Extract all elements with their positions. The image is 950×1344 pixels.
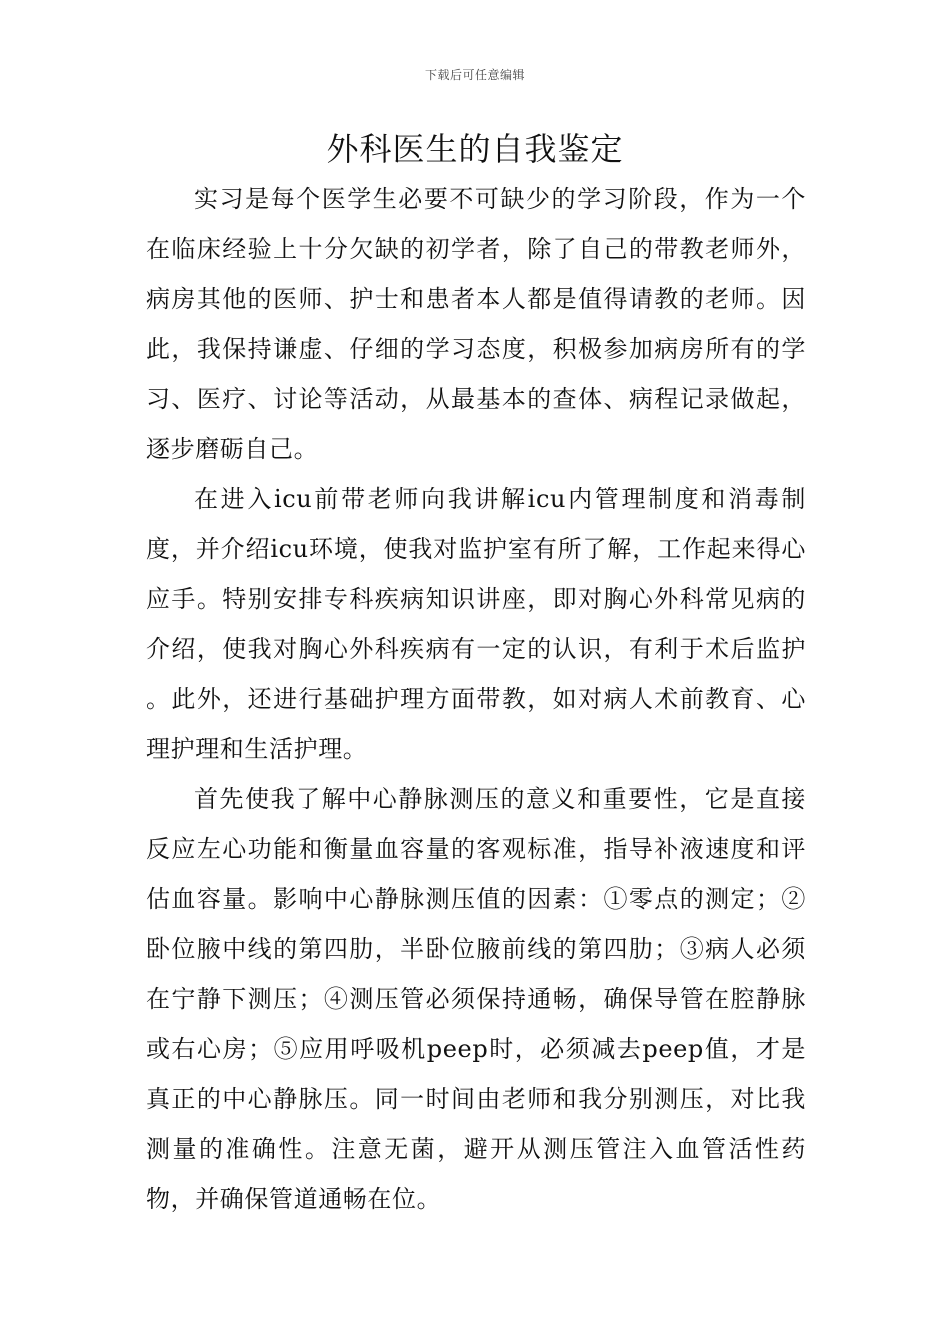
document-body xyxy=(146,174,806,1224)
paragraph-3: 首先使我了解中心静脉测压的意义和重要性，它是直接反应左心功能和衡量血容量的客观标准，指导补液速度和评估血容量。影响中心静脉测压值的因素：①零点的测定；②卧位腋中线的第四肋，半卧位腋前线的第四肋；③病人必须在宁静下测压；④测压管必须保持通畅，确保导管在腔静脉或右心房；⑤应用呼吸机peep时，必须减去peep值，才是真正的中心静脉压。同一时间由老师和我分别测压，对比我测量的准确性。注意无菌，避开从测压管注入血管活性药物，并确保管道通畅在位。 xyxy=(146,785,806,1213)
paragraph-1: 实习是每个医学生必要不可缺少的学习阶段，作为一个在临床经验上十分欠缺的初学者，除了自己的带教老师外，病房其他的医师、护士和患者本人都是值得请教的老师。因此，我保持谦虚、仔细的学习态度，积极参加病房所有的学习、医疗、讨论等活动，从最基本的查体、病程记录做起，逐步磨砺自己。 xyxy=(146,185,806,463)
header-note: 下载后可任意编辑 xyxy=(424,68,525,82)
document-title: 外科医生的自我鉴定 xyxy=(326,130,624,168)
paragraph-2: 在进入icu前带老师向我讲解icu内管理制度和消毒制度，并介绍icu环境，使我对监护室有所了解，工作起来得心应手。特别安排专科疾病知识讲座，即对胸心外科常见病的介绍，使我对胸心外科疾病有一定的认识，有利于术后监护 。此外，还进行基础护理方面带教，如对病人术前教育、心理护理和生活护理。 xyxy=(146,485,806,763)
